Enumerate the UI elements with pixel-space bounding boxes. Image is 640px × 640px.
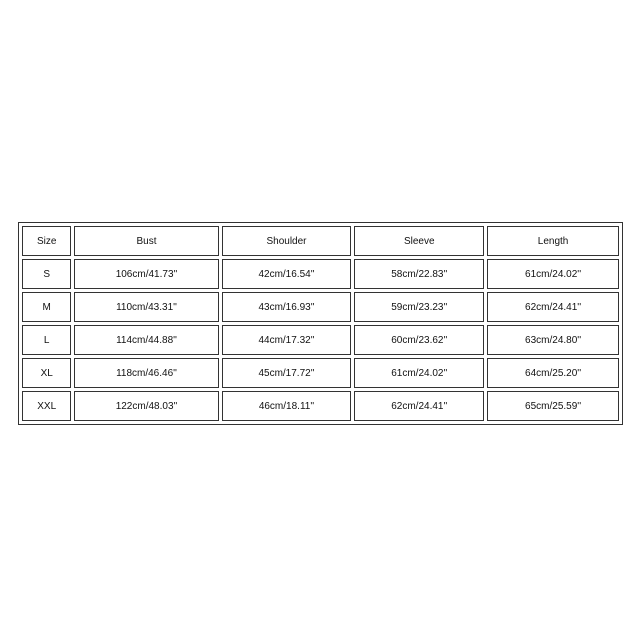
header-bust: Bust bbox=[74, 226, 218, 256]
cell-shoulder: 44cm/17.32'' bbox=[222, 325, 352, 355]
cell-size: L bbox=[22, 325, 71, 355]
cell-length: 62cm/24.41'' bbox=[487, 292, 619, 322]
table-row bbox=[22, 358, 619, 388]
cell-size: S bbox=[22, 259, 71, 289]
size-chart-table bbox=[18, 222, 623, 425]
cell-length: 65cm/25.59'' bbox=[487, 391, 619, 421]
cell-length: 63cm/24.80'' bbox=[487, 325, 619, 355]
cell-sleeve: 60cm/23.62'' bbox=[354, 325, 484, 355]
cell-sleeve: 61cm/24.02'' bbox=[354, 358, 484, 388]
header-size: Size bbox=[22, 226, 71, 256]
cell-size: XL bbox=[22, 358, 71, 388]
cell-length: 61cm/24.02'' bbox=[487, 259, 619, 289]
cell-shoulder: 45cm/17.72'' bbox=[222, 358, 352, 388]
cell-sleeve: 59cm/23.23'' bbox=[354, 292, 484, 322]
table-row bbox=[22, 391, 619, 421]
cell-bust: 114cm/44.88'' bbox=[74, 325, 218, 355]
cell-bust: 110cm/43.31'' bbox=[74, 292, 218, 322]
cell-bust: 106cm/41.73'' bbox=[74, 259, 218, 289]
header-sleeve: Sleeve bbox=[354, 226, 484, 256]
cell-size: M bbox=[22, 292, 71, 322]
cell-bust: 118cm/46.46'' bbox=[74, 358, 218, 388]
table-row bbox=[22, 259, 619, 289]
header-length: Length bbox=[487, 226, 619, 256]
cell-length: 64cm/25.20'' bbox=[487, 358, 619, 388]
cell-shoulder: 46cm/18.11'' bbox=[222, 391, 352, 421]
table-row bbox=[22, 292, 619, 322]
cell-sleeve: 62cm/24.41'' bbox=[354, 391, 484, 421]
cell-bust: 122cm/48.03'' bbox=[74, 391, 218, 421]
cell-shoulder: 42cm/16.54'' bbox=[222, 259, 352, 289]
cell-shoulder: 43cm/16.93'' bbox=[222, 292, 352, 322]
table-header-row bbox=[22, 226, 619, 256]
cell-sleeve: 58cm/22.83'' bbox=[354, 259, 484, 289]
table-row bbox=[22, 325, 619, 355]
cell-size: XXL bbox=[22, 391, 71, 421]
header-shoulder: Shoulder bbox=[222, 226, 352, 256]
